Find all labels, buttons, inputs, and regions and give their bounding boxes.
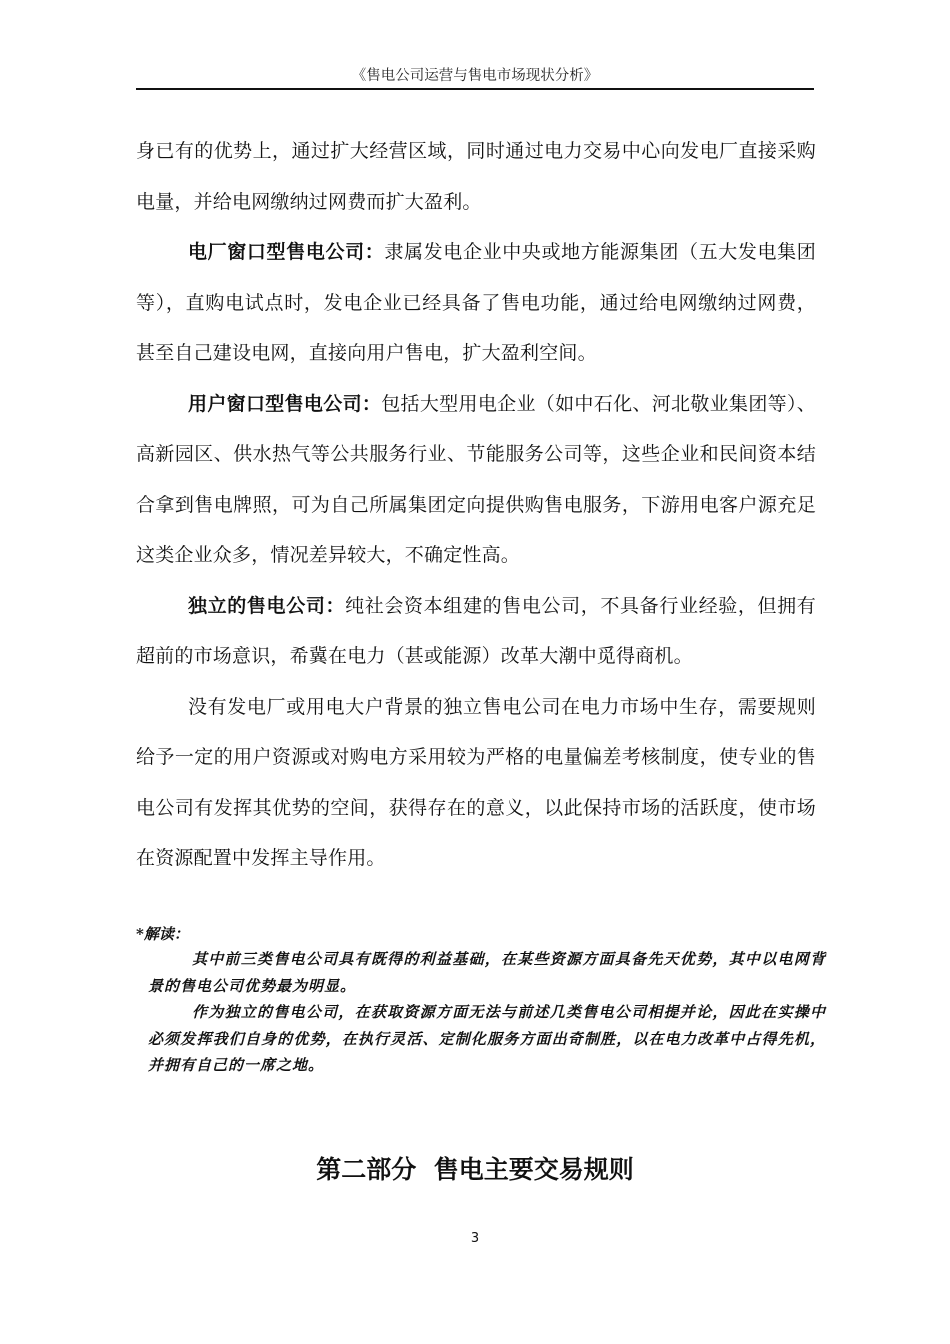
note-paragraph: 作为独立的售电公司，在获取资源方面无法与前述几类售电公司相提并论，因此在实操中必须发挥我们自身的优势，在执行灵活、定制化服务方面出奇制胜，以在电力改革中占得先机，并拥有自己的一席之地。 [148, 1003, 826, 1074]
note-paragraph: 其中前三类售电公司具有既得的利益基础，在某些资源方面具备先天优势，其中以电网背景的售电公司优势最为明显。 [148, 950, 826, 995]
paragraph-user-window-company [136, 379, 816, 581]
paragraph-plant-window-company [136, 227, 816, 379]
paragraph-continuation: 身已有的优势上，通过扩大经营区域，同时通过电力交易中心向发电厂直接采购电量，并给电网缴纳过网费而扩大盈利。 [136, 140, 816, 213]
paragraph-independent-company [136, 581, 816, 682]
section-heading: 第二部分 售电主要交易规则 [316, 1155, 634, 1184]
paragraph-independent-survival: 没有发电厂或用电大户背景的独立售电公司在电力市场中生存，需要规则给予一定的用户资源或对购电方采用较为严格的电量偏差考核制度，使专业的售电公司有发挥其优势的空间，获得存在的意义，以此保持市场的活跃度，使市场在资源配置中发挥主导作用。 [136, 695, 816, 869]
term-plant-window-company: 电厂窗口型售电公司： [188, 241, 385, 263]
term-user-window-company: 用户窗口型售电公司： [188, 392, 382, 415]
page-number: 3 [470, 1231, 480, 1246]
term-independent-company: 独立的售电公司： [188, 594, 346, 617]
definition-plant-window-company: 隶属发电企业中央或地方能源集团（五大发电集团等），直购电试点时，发电企业已经具备了售电功能，通过给电网缴纳过网费，甚至自己建设电网，直接向用户售电，扩大盈利空间。 [136, 241, 816, 364]
definition-user-window-company: 包括大型用电企业（如中石化、河北敬业集团等）、高新园区、供水热气等公共服务行业、节能服务公司等，这些企业和民间资本结合拿到售电牌照，可为自己所属集团定向提供购售电服务，下游用电客户源充足这类企业众多，情况差异较大，不确定性高。 [136, 392, 816, 566]
definition-independent-company: 纯社会资本组建的售电公司，不具备行业经验，但拥有超前的市场意识，希冀在电力（甚或能源）改革大潮中觅得商机。 [136, 594, 816, 667]
header-divider [136, 88, 814, 90]
running-header-title: 《售电公司运营与售电市场现状分析》 [351, 68, 599, 84]
note-label: *解读： [136, 925, 189, 943]
interpretation-note [136, 922, 826, 1079]
body-text [136, 126, 816, 884]
